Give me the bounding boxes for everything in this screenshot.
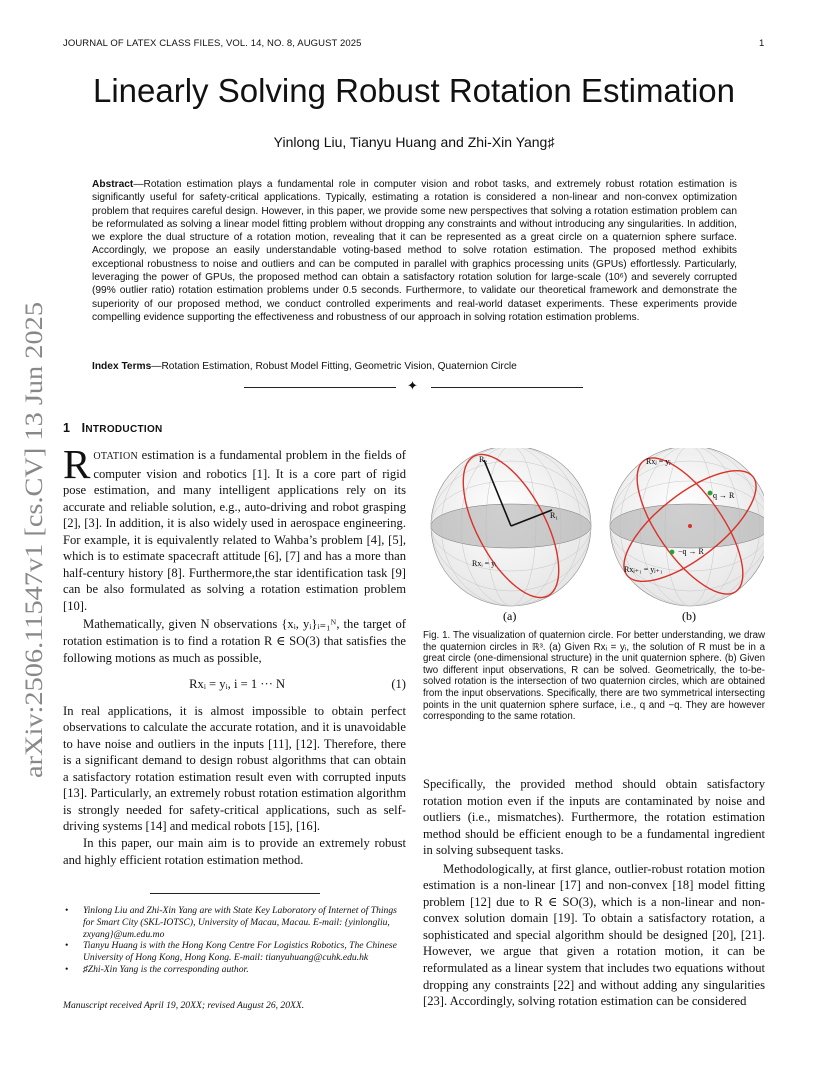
annotation-eq-a: Rxᵢ = yᵢ	[472, 559, 497, 568]
divider-left	[244, 387, 396, 388]
figure-label-b: (b)	[682, 609, 696, 623]
intro-paragraph-1-text: estimation is a fundamental problem in the fields of computer vision and robotics [1]. It is a core part of rigid pose estimation, and many intelligent applications rely on its accurate and reliable solution, e.g., auto-driving and robot grasping [2], [3]. In addition, it is also widely used in aerospace engineering. For example, it is equivalently related to Wahba’s problem [4], [5], which is to estimate spacecraft attitude [6], [7] and has a more than half-century history [8]. Furthermore,the star identification task [9] can be also formulated as solving a rotation estimation problem [10].	[63, 448, 406, 613]
equation-1	[63, 676, 406, 693]
annotation-q2: R₂	[479, 455, 488, 464]
page-number: 1	[759, 38, 765, 49]
figure-caption: Fig. 1. The visualization of quaternion circle. For better understanding, we draw the quaternion circles in ℝ³. (a) Given Rxᵢ = yᵢ, the solution of R must be in a great circle (one-dimensional structure) in the unit quaternion sphere. (b) Given two different input observations, R can be solved. Geometrically, the to-be-solved rotation is the intersection of two quaternion circles, which are obtained from the input observations. Specifically, there are two symmetrical intersecting points in the unit quaternion sphere surface, i.e., q and −q. They are however corresponding to the same rotation.	[423, 630, 765, 723]
figure-label-a: (a)	[503, 609, 517, 623]
intro-paragraph-1	[63, 441, 406, 614]
section-number: 1	[63, 421, 71, 435]
footnote-rule	[150, 893, 320, 894]
authors: Yinlong Liu, Tianyu Huang and Zhi-Xin Yang♯	[273, 134, 555, 150]
arxiv-stamp	[12, 300, 52, 778]
annotation-negq-to-r: −q → R	[678, 547, 704, 556]
footnotes	[63, 905, 406, 976]
abstract-label: Abstract	[92, 179, 134, 190]
annotation-q1: R₁	[550, 511, 559, 520]
smallcaps-word: OTATION	[93, 451, 138, 462]
marker-q	[708, 491, 713, 496]
right-paragraph-2: Methodologically, at first glance, outlier-robust rotation motion estimation is a non-linear [17] and non-convex [18] model fitting problem [12] due to R ∈ SO(3), which is a non-linear and non-convex solution domain [19]. To obtain a satisfactory rotation, a sophisticated and special algorithm should be designed [20], [21]. However, we argue that given a rotation motion, it can be reformulated as a linear system that includes two equations without dropping any constraints [22] and without adding any singularities [23]. Accordingly, solving rotation estimation can be considered	[423, 861, 765, 1009]
left-column	[63, 441, 406, 868]
footnote-item: • Yinlong Liu and Zhi-Xin Yang are with State Key Laboratory of Internet of Things for Smart City (SKL-IOTSC), University of Macau, Macau. E-mail: {yinlongliu, zxyang}@um.edu.mo	[63, 905, 406, 940]
index-terms-text: —Rotation Estimation, Robust Model Fitting, Geometric Vision, Quaternion Circle	[151, 361, 517, 372]
sphere-b	[607, 448, 764, 610]
divider-right	[431, 387, 583, 388]
right-column	[423, 776, 765, 1010]
footnote-item: • Tianyu Huang is with the Hong Kong Centre For Logistics Robotics, The Chinese University of Hong Kong, Hong Kong. E-mail: tianyuhuang@cuhk.edu.hk	[63, 940, 406, 964]
intro-paragraph-3: In real applications, it is almost impossible to obtain perfect observations to calculate the accurate rotation, and it is unavoidable to have noise and outliers in the inputs [11], [12]. Therefore, there is a significant demand to design robust algorithms that can obtain a satisfactory rotation estimation result even with corrupted inputs [13]. Particularly, an extremely robust rotation estimation algorithm is strongly needed for safety-critical applications, such as self-driving systems [14] and medical robots [15], [16].	[63, 703, 406, 834]
index-terms-label: Index Terms	[92, 361, 152, 372]
equation-body: Rxᵢ = yᵢ, i = 1 ··· N	[189, 677, 286, 692]
annotation-eq-b2: Rxⱼ₊₁ = yⱼ₊₁	[624, 565, 663, 574]
sphere-a	[431, 448, 591, 612]
arxiv-stamp-text: arXiv:2506.11547v1 [cs.CV] 13 Jun 2025	[19, 349, 48, 778]
abstract-text: —Rotation estimation plays a fundamental role in computer vision and robot tasks, and extremely robust rotation estimation is significantly useful for safety-critical applications. Typically, estimating a rotation is considered a non-linear and non-convex optimization problem that requires careful design. However, in this paper, we provide some new perspectives that solving a rotation estimation problem can be reformulated as solving a linear model fitting problem without dropping any constraints and without introducing any singularities. In addition, we explore the dual structure of a rotation motion, revealing that it can be represented as a great circle on a quaternion sphere surface. Accordingly, we propose an easily understandable voting-based method to solve rotation estimation. The proposed method exhibits exceptional robustness to noise and outliers and can be computed in parallel with graphics processing units (GPUs) effortlessly. Particularly, leveraging the power of GPUs, the proposed method can obtain a satisfactory rotation solution for large-scale (10⁶) and severely corrupted (99% outlier ratio) rotation estimation problems under 0.5 seconds. Furthermore, to validate our theoretical framework and demonstrate the superiority of our proposed method, we conduct controlled experiments and real-world dataset experiments. These experiments provide compelling evidence supporting the effectiveness and robustness of our approach in solving rotation estimation problems.	[92, 179, 737, 323]
paper-title: Linearly Solving Robust Rotation Estimation	[92, 72, 735, 109]
annotation-eq-b1: Rxⱼ = yⱼ	[646, 457, 671, 466]
intro-paragraph-4: In this paper, our main aim is to provide an extremely robust and highly efficient rotation estimation method.	[63, 836, 406, 867]
marker-neg-q	[670, 550, 675, 555]
figure-quaternion-circles	[424, 448, 764, 628]
abstract	[92, 178, 737, 324]
annotation-q-to-r: q → R	[713, 491, 735, 500]
right-paragraph-1: Specifically, the provided method should obtain satisfactory rotation motion even if the inputs are contaminated by noise and outliers (i.e., mismatches). Furthermore, the rotation estimation method should be efficient enough to be a fundamental ingredient in solving subsequent tasks.	[423, 777, 765, 858]
index-terms	[92, 360, 737, 373]
divider-glyph: ✦	[407, 378, 418, 393]
dropcap: R	[63, 441, 91, 487]
running-head: JOURNAL OF LATEX CLASS FILES, VOL. 14, NO. 8, AUGUST 2025	[63, 38, 362, 49]
section-title-cap: I	[81, 421, 86, 435]
footnote-item: • ♯Zhi-Xin Yang is the corresponding author.	[63, 964, 406, 976]
intro-paragraph-2: Mathematically, given N observations {xᵢ, yᵢ}ᵢ₌₁ᴺ, the target of rotation estimation is to find a rotation R ∈ SO(3) that satisfies the following motions as much as possible,	[63, 617, 406, 665]
manuscript-note: Manuscript received April 19, 20XX; revised August 26, 20XX.	[63, 1000, 305, 1011]
section-title-rest: NTRODUCTION	[85, 424, 163, 435]
equation-number: (1)	[391, 677, 406, 692]
section-heading	[63, 421, 163, 435]
